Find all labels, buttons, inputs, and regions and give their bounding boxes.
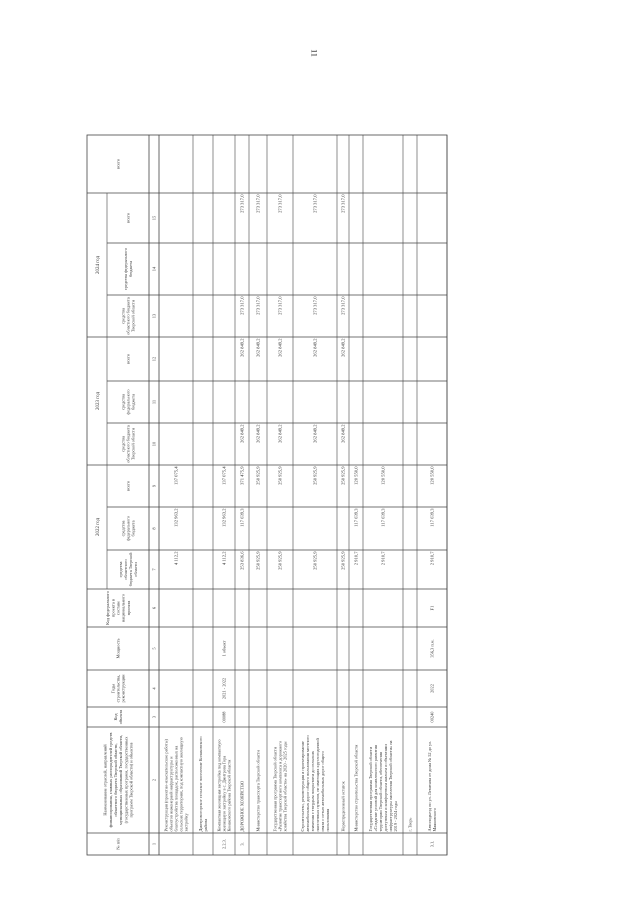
header-cell: Мощность [115, 638, 121, 659]
row-value: 120 550,0 [380, 466, 386, 485]
row-name: Автоподъезд по ул. Левитана от дома № 52 до ул.Маяковского [426, 740, 438, 832]
column-number: 3 [151, 715, 157, 719]
header-cell: Кодобъекта [112, 709, 124, 725]
row-value: 262 849,2 [340, 424, 346, 443]
column-number: 11 [151, 399, 157, 405]
row-name: Министерство транспорта Тверской области [255, 750, 261, 832]
row-number: 3. [239, 842, 245, 846]
row-value: 250 925,9 [277, 466, 283, 485]
subheader-regional: средстваобластногобюджета Тверскойобласти [117, 552, 139, 587]
row-value: 120 550,0 [429, 466, 435, 485]
row-name: Министерство строительства Тверской области [353, 744, 359, 832]
row-value: 273 317,0 [239, 296, 245, 315]
column-number: 2 [151, 778, 157, 782]
row-number: 3.1. [429, 840, 435, 848]
page-number: 11 [309, 49, 319, 57]
column-number: 12 [151, 356, 157, 362]
header-cell: Наименование отраслей, направленийфинансирования, главных распорядителей средствобластного бюджета Тверской области,муниципальных образований Тверской области,(государственных программ, государственныхпрограмм Тверской области) и объектов [102, 732, 134, 828]
row-value: 250 925,9 [312, 551, 318, 570]
row-value: 273 317,0 [255, 296, 261, 315]
row-value: 2 910,7 [380, 551, 386, 566]
subheader-total: всего [125, 353, 131, 365]
row-code: 00088 [221, 711, 227, 723]
row-value: 273 317,0 [277, 194, 283, 213]
row-capacity: 1 объект [221, 640, 227, 657]
row-name: г. Тверь [407, 817, 413, 832]
row-capacity: 356,3 п.м. [429, 639, 435, 658]
column-number: 4 [151, 687, 157, 690]
header-cell: Годыстроительства,реконструкции [110, 674, 126, 703]
column-number: 13 [151, 313, 157, 319]
row-name: Реконструкция (проектно-изыскательские работы)объектов инженерной инфраструктуры иблагоустройства площадок, расположенных насельских территориях, под компактную жилищнуюзастройку [163, 737, 189, 832]
subheader-federal: средства федеральногобюджета [122, 247, 134, 291]
row-name: ДОРОЖНОЕ ХОЗЯЙСТВО [239, 780, 245, 832]
row-value: 250 925,9 [255, 551, 261, 570]
row-value: 137 075,4 [221, 466, 227, 485]
row-value: 262 849,2 [312, 338, 318, 357]
row-name: Государственная программа Тверской области«Развитие транспортного комплекса и дорожногохозяйства Тверской области» на 2020 - 2025 годы [272, 740, 288, 832]
row-value: 117 639,3 [353, 508, 359, 527]
row-value: 262 849,2 [312, 424, 318, 443]
year-header-2023: 2023 год [95, 391, 101, 411]
row-name: Государственная программа Тверской области«Создание условий для комплексного развитиятерритории Тверской области, обеспечениядоступным и комфортным жильем и объектамиинфраструктуры населения Тверской области» на2019 - 2024 годы [367, 740, 399, 832]
header-cell: Код федеральногопроекта всоставенациональногопроекта [105, 591, 131, 625]
row-value: 117 639,3 [239, 508, 245, 527]
row-value: 132 963,2 [173, 508, 179, 527]
row-years: 2021 - 2022 [221, 677, 227, 700]
row-value: 117 639,3 [380, 508, 386, 527]
row-name: Компактная жилищная застройка под компактнуюжилищную застройку в с. Дмитрова ГораКонаковского района Тверской области [216, 739, 232, 832]
subheader-total: всего [125, 480, 131, 492]
subheader-regional: средстваобластного бюджетаТверской области [120, 297, 136, 335]
row-value: 253 836,6 [239, 551, 245, 570]
row-value: 262 849,2 [340, 338, 346, 357]
row-value: 250 925,9 [340, 551, 346, 570]
subheader-regional: средстваобластного бюджетаТверской области [120, 425, 136, 463]
row-value: 273 317,0 [340, 296, 346, 315]
row-years: 2022 [429, 684, 435, 693]
row-value: 2 910,7 [429, 551, 435, 566]
row-name: Нераспределенный остаток [340, 781, 346, 832]
row-value: 273 317,0 [340, 194, 346, 213]
row-value: 273 317,0 [312, 194, 318, 213]
subheader-federal: средствафедеральногобюджета [120, 515, 136, 542]
year-header-2024: 2024 год [95, 255, 101, 275]
year-header-2022: 2022 год [95, 517, 101, 537]
row-value: 262 849,2 [277, 424, 283, 443]
row-value: 137 075,4 [173, 466, 179, 485]
column-number: 6 [151, 606, 157, 610]
row-value: 117 639,3 [429, 508, 435, 527]
rotated-budget-table [87, 33, 527, 855]
row-value: 273 317,0 [239, 194, 245, 213]
header-cell: № п/п [115, 838, 121, 850]
row-value: 132 963,2 [221, 508, 227, 527]
column-number: 1 [151, 842, 157, 846]
column-number: 15 [151, 215, 157, 221]
row-fed-code: F1 [429, 605, 435, 611]
row-value: 371 475,9 [239, 466, 245, 485]
row-value: 262 849,2 [277, 338, 283, 357]
column-number: 5 [151, 647, 157, 650]
row-number: 2.2.3. [221, 839, 227, 849]
row-value: 262 849,2 [239, 424, 245, 443]
subheader-federal: средствафедеральногобюджета [120, 389, 136, 415]
column-number: 8 [151, 527, 157, 530]
row-value: 250 925,9 [312, 466, 318, 485]
row-value: 250 925,9 [255, 466, 261, 485]
row-code: 00240 [429, 711, 435, 723]
row-value: 4 112,2 [173, 551, 179, 566]
row-value: 273 317,0 [312, 296, 318, 315]
row-value: 4 112,2 [221, 551, 227, 566]
row-value: 262 849,2 [255, 338, 261, 357]
row-value: 262 849,2 [255, 424, 261, 443]
column-number: 14 [151, 266, 157, 272]
row-value: 273 317,0 [255, 194, 261, 213]
column-number: 10 [151, 441, 157, 447]
row-value: 273 317,0 [277, 296, 283, 315]
column-number: 7 [151, 568, 157, 571]
subheader-total: всего [125, 212, 131, 224]
column-number: 9 [151, 484, 157, 488]
row-value: 120 550,0 [353, 466, 359, 485]
row-value: 2 910,7 [353, 551, 359, 566]
budget-table [87, 33, 527, 855]
row-name: Дмитровогорское сельское поселение Конаковскогорайона [197, 736, 209, 832]
row-value: 250 925,9 [340, 466, 346, 485]
row-value: 262 849,2 [239, 338, 245, 357]
row-value: 250 925,9 [277, 551, 283, 570]
header-cell: всего [115, 158, 121, 170]
row-name: Строительство, реконструкция и проектированиеавтомобильных дорог общего пользования местногозначения с твердым покрытием до сельскихнаселенных пунктов, не имеющих круглогодичнойсвязи с сетью автомобильных дорог общегопользования [299, 735, 331, 832]
